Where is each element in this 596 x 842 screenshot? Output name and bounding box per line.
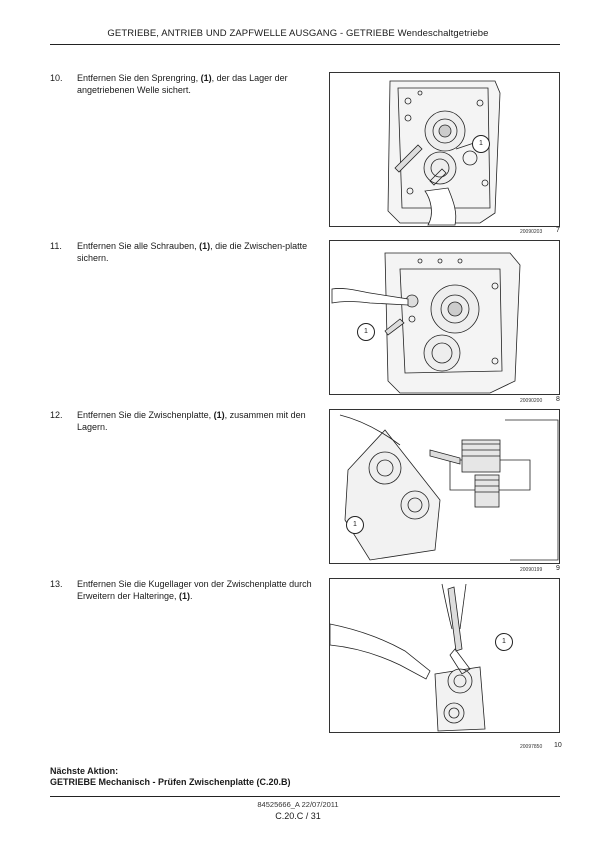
next-action-link[interactable]: GETRIEBE Mechanisch - Prüfen Zwischenplatte (C.20.B) bbox=[50, 777, 291, 787]
callout-1: 1 bbox=[346, 516, 364, 534]
bearing-removal-illustration bbox=[330, 579, 560, 733]
step-number: 10. bbox=[50, 73, 63, 83]
plate-removal-illustration bbox=[330, 410, 560, 564]
footer-page-number: C.20.C / 31 bbox=[275, 811, 321, 821]
figure-code: 20090199 bbox=[520, 567, 543, 573]
step-number: 12. bbox=[50, 410, 63, 420]
figure-bolts bbox=[329, 240, 560, 395]
header-rule bbox=[50, 44, 560, 45]
step-text: Entfernen Sie die Kugellager von der Zwischenplatte durch Erweitern der Halteringe, (1). bbox=[77, 579, 312, 601]
step-text: Entfernen Sie den Sprengring, (1), der das Lager der angetriebenen Welle sichert. bbox=[77, 73, 288, 95]
step-number: 11. bbox=[50, 241, 62, 251]
callout-1: 1 bbox=[495, 633, 513, 651]
figure-number: 8 bbox=[556, 396, 560, 403]
step-number: 13. bbox=[50, 579, 63, 589]
footer-rule bbox=[50, 796, 560, 797]
page-header: GETRIEBE, ANTRIEB UND ZAPFWELLE AUSGANG - GETRIEBE Wendeschaltgetriebe bbox=[107, 28, 489, 39]
step-text: Entfernen Sie die Zwischenplatte, (1), zusammen mit den Lagern. bbox=[77, 410, 306, 432]
next-action bbox=[50, 766, 291, 788]
step-text: Entfernen Sie alle Schrauben, (1), die die Zwischen-platte sichern. bbox=[77, 241, 308, 263]
figure-ball-bearings bbox=[329, 578, 560, 733]
figure-code: 20097850 bbox=[520, 744, 543, 750]
gearbox-plate-illustration bbox=[330, 241, 560, 395]
footer-doc-ref: 84525666_A 22/07/2011 bbox=[257, 800, 339, 809]
gearbox-housing-illustration bbox=[330, 73, 560, 227]
figure-snap-ring bbox=[329, 72, 560, 227]
figure-number: 9 bbox=[556, 565, 560, 572]
figure-number: 10 bbox=[554, 742, 562, 749]
figure-intermediate-plate bbox=[329, 409, 560, 564]
figure-code: 20090203 bbox=[520, 229, 543, 235]
figure-number: 7 bbox=[556, 227, 560, 234]
callout-1: 1 bbox=[472, 135, 490, 153]
callout-1: 1 bbox=[357, 323, 375, 341]
next-action-label: Nächste Aktion: bbox=[50, 766, 119, 776]
figure-code: 20090200 bbox=[520, 398, 543, 404]
